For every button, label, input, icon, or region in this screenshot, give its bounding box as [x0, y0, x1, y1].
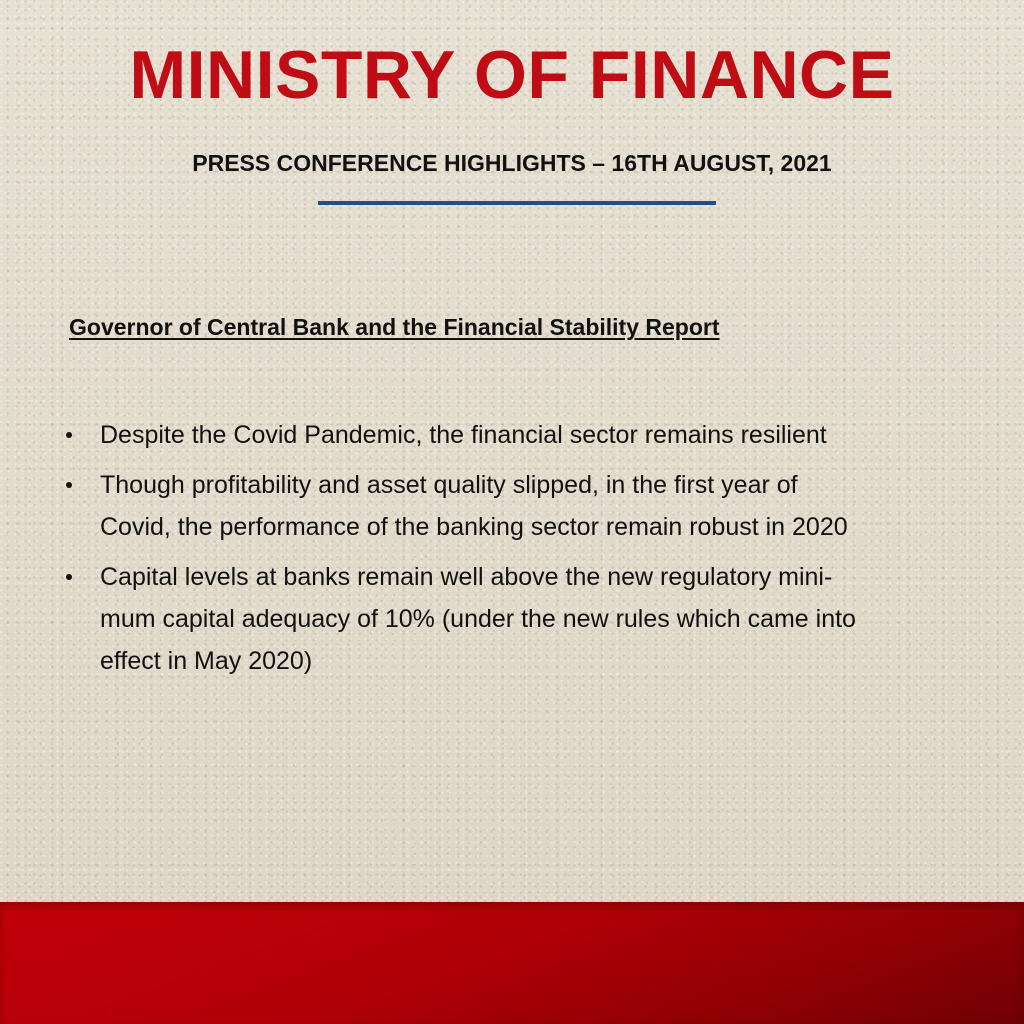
bullet-line: Capital levels at banks remain well above the new regulatory mini-: [100, 563, 833, 591]
bullet-line: effect in May 2020): [100, 647, 313, 675]
list-item: [66, 556, 966, 682]
bullet-icon: [66, 482, 72, 488]
page-subtitle: PRESS CONFERENCE HIGHLIGHTS – 16TH AUGUST, 2021: [192, 150, 832, 176]
bullet-icon: [66, 432, 72, 438]
bullet-icon: [66, 574, 72, 580]
section-heading: Governor of Central Bank and the Financial Stability Report: [69, 314, 720, 340]
bullet-line: Though profitability and asset quality slipped, in the first year of: [100, 471, 798, 499]
bullet-line: Covid, the performance of the banking sector remain robust in 2020: [100, 513, 848, 541]
page-title: MINISTRY OF FINANCE: [129, 37, 895, 113]
list-item: [66, 464, 966, 548]
title-divider: [318, 201, 716, 205]
footer-band: [0, 902, 1024, 1024]
bullet-line: mum capital adequacy of 10% (under the new rules which came into: [100, 605, 856, 633]
highlights-list: [66, 414, 966, 690]
bullet-line: Despite the Covid Pandemic, the financial sector remains resilient: [100, 421, 827, 449]
list-item: [66, 414, 966, 456]
